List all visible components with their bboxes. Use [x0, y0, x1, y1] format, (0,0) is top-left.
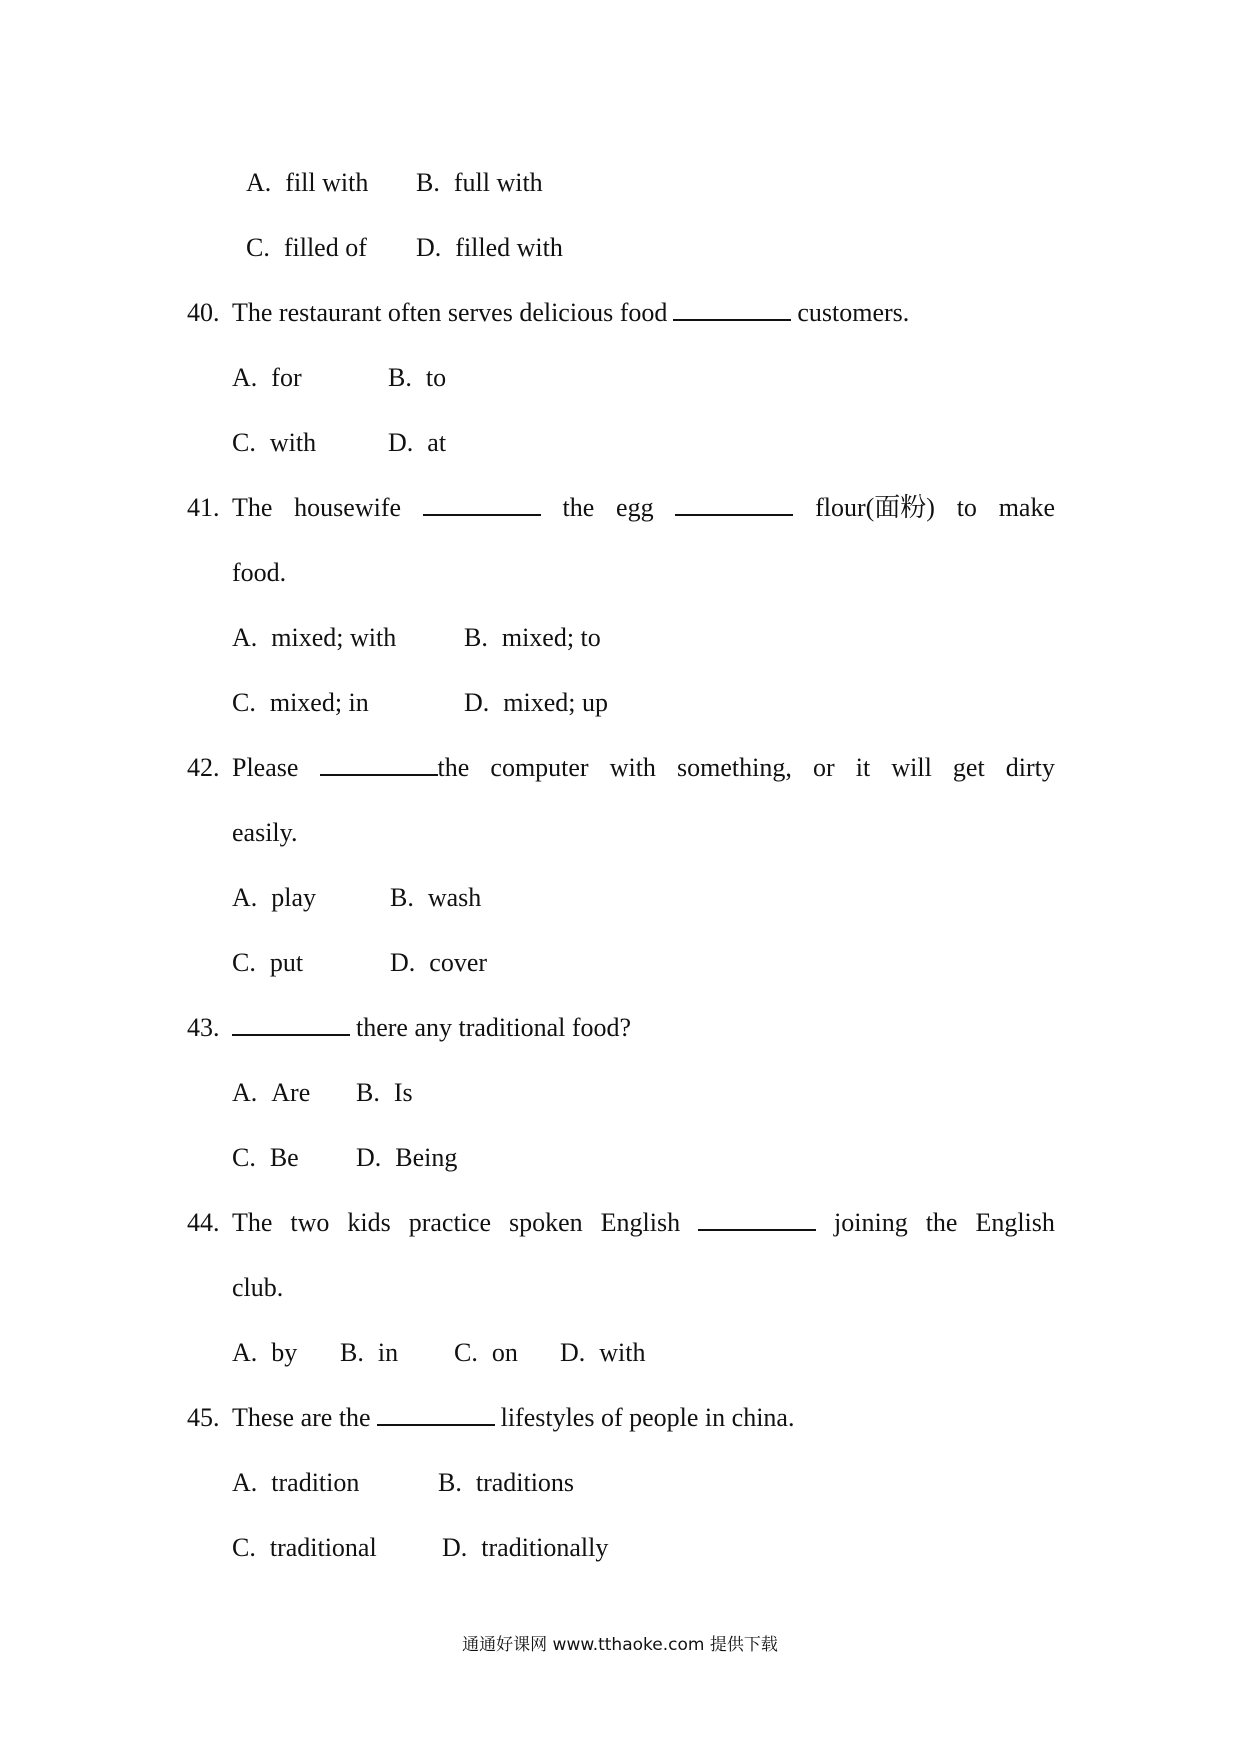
q40-stem — [187, 297, 1055, 329]
q43-option-b-text: Is — [393, 1078, 413, 1107]
q44-option-row — [232, 1337, 646, 1369]
q40-text-after: customers. — [797, 298, 910, 327]
q40-option-b — [388, 362, 446, 394]
q44-word: practice — [408, 1208, 491, 1237]
q44-word: joining — [834, 1208, 908, 1237]
q42-option-c-letter: C. — [232, 948, 256, 977]
q41-option-c-letter: C. — [232, 688, 256, 717]
q39-option-a-text: fill with — [285, 168, 369, 197]
q43-number: 43. — [187, 1013, 220, 1042]
q40-option-d-letter: D. — [388, 428, 414, 457]
q44-option-a — [232, 1337, 340, 1369]
q42-word: it — [855, 753, 871, 782]
q42-word: the — [437, 753, 470, 782]
q43-option-a-letter: A. — [232, 1078, 258, 1107]
q42-option-b — [390, 882, 481, 914]
q39-option-d-text: filled with — [455, 233, 563, 262]
q44-option-c-letter: C. — [454, 1338, 478, 1367]
q40-option-d — [388, 427, 446, 459]
q42-option-a-text: play — [271, 883, 317, 912]
q44-word: English — [600, 1208, 681, 1237]
q44-stem — [187, 1207, 1055, 1239]
q45-blank — [377, 1402, 495, 1426]
q44-word: English — [975, 1208, 1055, 1237]
q42-number: 42. — [187, 753, 220, 782]
q44-word: kids — [347, 1208, 391, 1237]
q41-option-c-text: mixed; in — [269, 688, 369, 717]
q43-option-d-text: Being — [395, 1143, 458, 1172]
q42-word: will — [891, 753, 932, 782]
q42-lead — [187, 752, 298, 784]
q42-word: or — [813, 753, 835, 782]
q43-option-b — [356, 1077, 413, 1109]
q41-option-a-text: mixed; with — [271, 623, 397, 652]
q45-option-c — [232, 1532, 442, 1564]
q41-option-row-2 — [232, 687, 608, 719]
q43-option-a — [232, 1077, 356, 1109]
q39-option-d-letter: D. — [416, 233, 442, 262]
q45-option-row-2 — [232, 1532, 608, 1564]
q40-text-before: The restaurant often serves delicious food — [232, 298, 668, 327]
q42-option-a-letter: A. — [232, 883, 258, 912]
q42-option-row-2 — [232, 947, 487, 979]
q39-option-row-1 — [246, 167, 543, 199]
q43-option-d — [356, 1142, 457, 1174]
q44-option-d — [560, 1337, 646, 1369]
q42-option-d-text: cover — [429, 948, 488, 977]
q44-word: two — [290, 1208, 330, 1237]
q43-option-c-text: Be — [269, 1143, 299, 1172]
q42-option-a — [232, 882, 390, 914]
q40-blank — [673, 297, 791, 321]
q39-option-c-text: filled of — [283, 233, 367, 262]
q44-lead — [187, 1207, 272, 1239]
q41-option-row-1 — [232, 622, 601, 654]
q44-option-c — [454, 1337, 560, 1369]
q43-option-c-letter: C. — [232, 1143, 256, 1172]
q45-option-b — [438, 1467, 574, 1499]
q41-option-d-text: mixed; up — [503, 688, 608, 717]
q45-text-after: lifestyles of people in china. — [500, 1403, 795, 1432]
q41-word: flour(面粉) — [815, 493, 935, 522]
q40-option-a — [232, 362, 388, 394]
q43-blank — [232, 1012, 350, 1036]
q45-option-d-text: traditionally — [481, 1533, 609, 1562]
q41-stem — [187, 492, 1055, 524]
q41-lead — [187, 492, 272, 524]
q45-option-b-text: traditions — [475, 1468, 575, 1497]
q42-word: with — [609, 753, 656, 782]
q44-option-c-text: on — [491, 1338, 518, 1367]
q41-word: the — [562, 493, 595, 522]
q39-option-a-letter: A. — [246, 168, 272, 197]
q44-word: the — [925, 1208, 958, 1237]
q40-option-a-text: for — [271, 363, 302, 392]
q44-option-b-text: in — [377, 1338, 399, 1367]
q45-number: 45. — [187, 1403, 220, 1432]
q45-option-c-letter: C. — [232, 1533, 256, 1562]
q42-option-c-text: put — [269, 948, 304, 977]
q42-word: get — [952, 753, 985, 782]
q41-option-a-letter: A. — [232, 623, 258, 652]
q44-stem-continued: club. — [232, 1273, 284, 1302]
q45-option-a-text: tradition — [271, 1468, 360, 1497]
q40-option-c — [232, 427, 388, 459]
q41-blank-2 — [675, 492, 793, 516]
q44-option-a-text: by — [271, 1338, 298, 1367]
q42-stem-continued: easily. — [232, 818, 298, 847]
q40-option-c-text: with — [269, 428, 317, 457]
q41-word: make — [998, 493, 1055, 522]
q39-option-b-letter: B. — [416, 168, 440, 197]
page-footer: 通通好课网 www.tthaoke.com 提供下载 — [462, 1635, 778, 1655]
q45-option-c-text: traditional — [269, 1533, 377, 1562]
q42-blank — [320, 752, 438, 776]
q44-option-a-letter: A. — [232, 1338, 258, 1367]
q44-number: 44. — [187, 1208, 220, 1237]
q44-option-d-text: with — [599, 1338, 646, 1367]
q39-option-a — [246, 167, 416, 199]
q41-option-b — [464, 622, 601, 654]
q42-stem — [187, 752, 1055, 784]
q41-stem-continued: food. — [232, 558, 287, 587]
q43-stem — [187, 1012, 1055, 1044]
q45-option-row-1 — [232, 1467, 574, 1499]
q43-option-row-1 — [232, 1077, 413, 1109]
q42-blank-group — [320, 752, 470, 784]
q40-option-b-text: to — [425, 363, 447, 392]
q41-option-b-letter: B. — [464, 623, 488, 652]
q42-option-c — [232, 947, 390, 979]
q39-option-c-letter: C. — [246, 233, 270, 262]
q43-option-a-text: Are — [271, 1078, 311, 1107]
q45-option-a — [232, 1467, 438, 1499]
q39-option-b — [416, 167, 543, 199]
q42-word: something, — [677, 753, 792, 782]
q44-option-b-letter: B. — [340, 1338, 364, 1367]
q42-option-d — [390, 947, 487, 979]
q43-option-d-letter: D. — [356, 1143, 382, 1172]
q43-option-c — [232, 1142, 356, 1174]
q40-option-row-1 — [232, 362, 446, 394]
q42-option-b-text: wash — [427, 883, 482, 912]
q40-option-a-letter: A. — [232, 363, 258, 392]
q39-option-c — [246, 232, 416, 264]
q42-option-d-letter: D. — [390, 948, 416, 977]
q44-option-b — [340, 1337, 454, 1369]
q41-option-c — [232, 687, 464, 719]
q45-stem — [187, 1402, 1055, 1434]
q41-word: housewife — [294, 493, 402, 522]
q39-option-b-text: full with — [453, 168, 543, 197]
q42-word: computer — [490, 753, 589, 782]
q41-number: 41. — [187, 493, 220, 522]
q41-option-a — [232, 622, 464, 654]
q40-option-c-letter: C. — [232, 428, 256, 457]
q39-option-row-2 — [246, 232, 563, 264]
q41-word: egg — [616, 493, 654, 522]
q45-option-b-letter: B. — [438, 1468, 462, 1497]
q41-word: to — [956, 493, 977, 522]
q45-text-before: These are the — [232, 1403, 371, 1432]
q44-word: The — [232, 1208, 273, 1237]
q40-option-b-letter: B. — [388, 363, 412, 392]
q43-option-row-2 — [232, 1142, 457, 1174]
q44-blank — [698, 1207, 816, 1231]
q45-option-d — [442, 1532, 608, 1564]
q44-word: spoken — [508, 1208, 583, 1237]
q42-word: Please — [232, 753, 299, 782]
q40-option-d-text: at — [427, 428, 447, 457]
q41-word: The — [232, 493, 273, 522]
q41-option-d — [464, 687, 608, 719]
q44-option-d-letter: D. — [560, 1338, 586, 1367]
q42-option-b-letter: B. — [390, 883, 414, 912]
q43-option-b-letter: B. — [356, 1078, 380, 1107]
q40-number: 40. — [187, 298, 220, 327]
q42-word: dirty — [1005, 753, 1055, 782]
q40-option-row-2 — [232, 427, 446, 459]
q45-option-a-letter: A. — [232, 1468, 258, 1497]
q41-blank-1 — [423, 492, 541, 516]
q43-text-after: there any traditional food? — [356, 1013, 632, 1042]
q41-option-d-letter: D. — [464, 688, 490, 717]
q42-option-row-1 — [232, 882, 481, 914]
q45-option-d-letter: D. — [442, 1533, 468, 1562]
q41-option-b-text: mixed; to — [501, 623, 601, 652]
q39-option-d — [416, 232, 563, 264]
